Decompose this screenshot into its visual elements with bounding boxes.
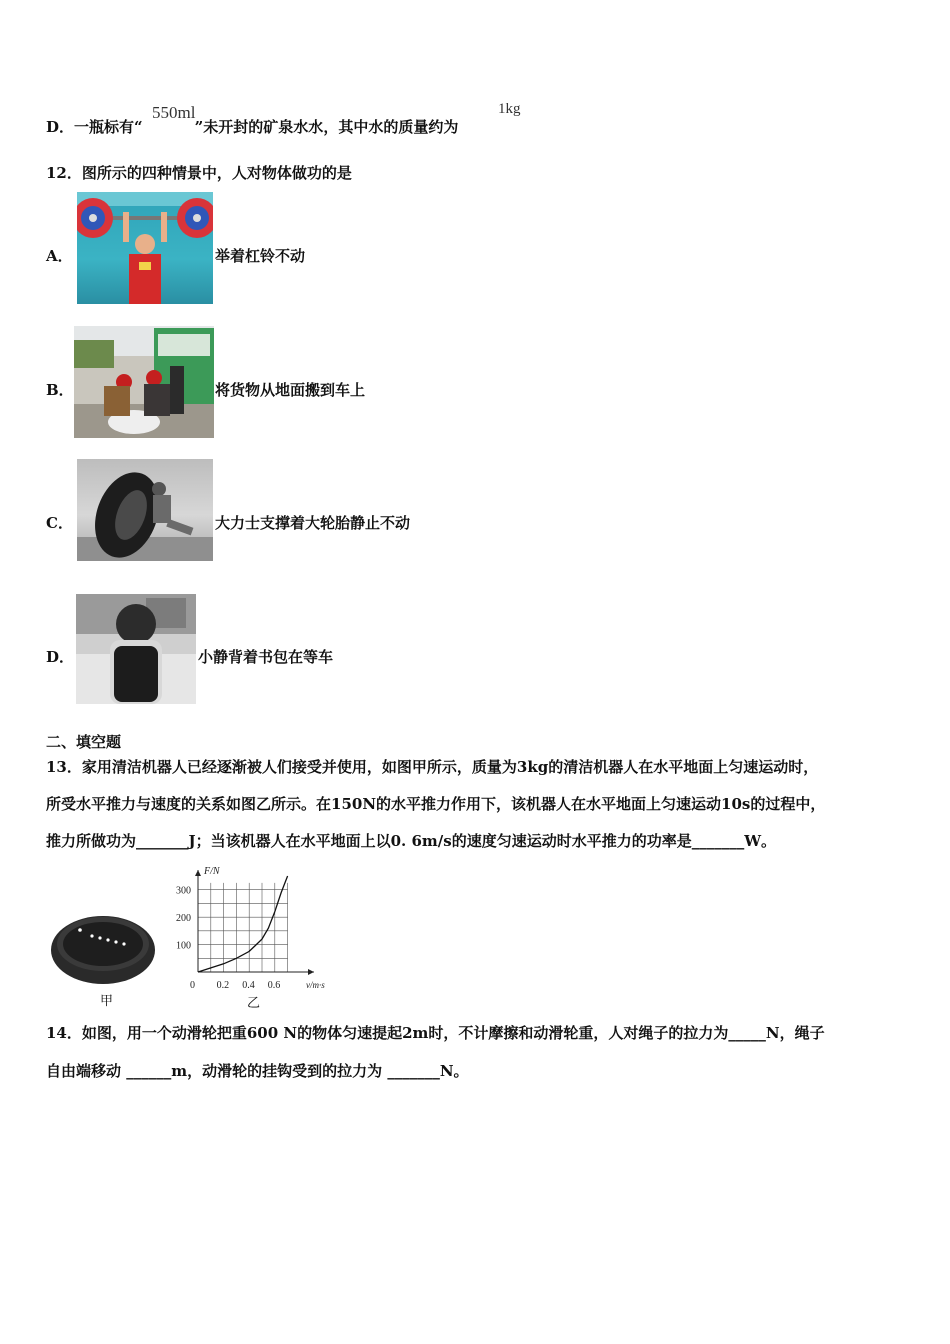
x-axis-arrow bbox=[308, 969, 314, 975]
mass-value: 1kg bbox=[498, 101, 521, 117]
option-text-c: ，其中水的质量约为 bbox=[323, 118, 459, 136]
y-tick-label: 100 bbox=[176, 940, 191, 952]
tire-photo bbox=[77, 459, 213, 561]
x-tick-label: 0.4 bbox=[242, 980, 255, 991]
section-heading: 二、填空题 bbox=[46, 733, 122, 751]
q12-option-c-label: C． bbox=[46, 514, 73, 532]
x-tick-label: 0.2 bbox=[216, 980, 230, 991]
y-tick-label: 300 bbox=[176, 885, 191, 897]
carrying-goods-photo bbox=[74, 326, 214, 438]
q12-option-b-text: 将货物从地面搬到车上 bbox=[215, 381, 366, 399]
backpack-photo bbox=[76, 594, 196, 704]
q12-option-c-text: 大力士支撑着大轮胎静止不动 bbox=[215, 514, 411, 532]
option-text-a: 一瓶标有“ bbox=[74, 118, 143, 136]
q13-line-2: 所受水平推力与速度的关系如图乙所示。在150N的水平推力作用下，该机器人在水平地面上匀速运动10s的过程中， bbox=[46, 795, 826, 813]
q11-option-d bbox=[46, 116, 458, 137]
q12-option-b-label: B． bbox=[46, 381, 74, 399]
force-velocity-curve bbox=[198, 876, 288, 972]
x-tick-label: 0.6 bbox=[267, 980, 281, 991]
q14-line-1: 14．如图，用一个动滑轮把重600 N的物体匀速提起2m时，不计摩擦和动滑轮重，人对绳子的拉力为_____N，绳子 bbox=[46, 1024, 825, 1042]
x-axis-label: v/m·s bbox=[306, 980, 325, 990]
q12-option-a-text: 举着杠铃不动 bbox=[215, 247, 306, 265]
figure-b-caption: 乙 bbox=[247, 996, 261, 1011]
robot-vacuum-photo bbox=[50, 906, 156, 986]
weightlifting-photo bbox=[77, 192, 213, 304]
x-tick-label: 0 bbox=[190, 980, 195, 991]
option-label: D． bbox=[46, 118, 75, 136]
chart-svg bbox=[170, 860, 340, 1000]
q12-option-d-label: D． bbox=[46, 648, 75, 666]
y-axis-arrow bbox=[195, 870, 201, 876]
option-text-bold: 水 bbox=[308, 118, 324, 136]
q14-line-2: 自由端移动 ______m，动滑轮的挂钩受到的拉力为 _______N。 bbox=[46, 1062, 469, 1080]
y-axis-label: F/N bbox=[204, 866, 220, 877]
force-velocity-chart bbox=[170, 860, 340, 1000]
volume-value: 550ml bbox=[152, 103, 196, 122]
q13-line-3: 推力所做功为_______J；当该机器人在水平地面上以0. 6m/s的速度匀速运动时水平推力的功率是_______W。 bbox=[46, 832, 777, 850]
q12-option-d-text: 小静背着书包在等车 bbox=[198, 648, 334, 666]
y-tick-label: 200 bbox=[176, 913, 191, 925]
option-text-b: ”未开封的矿泉水 bbox=[194, 118, 309, 136]
q12-stem: 12．图所示的四种情景中，人对物体做功的是 bbox=[46, 164, 352, 182]
figure-a-caption: 甲 bbox=[100, 994, 114, 1009]
q13-line-1: 13．家用清洁机器人已经逐渐被人们接受并使用，如图甲所示，质量为3kg的清洁机器人在水平地面上匀速运动时， bbox=[46, 758, 819, 776]
q12-option-a-label: A． bbox=[46, 247, 73, 265]
